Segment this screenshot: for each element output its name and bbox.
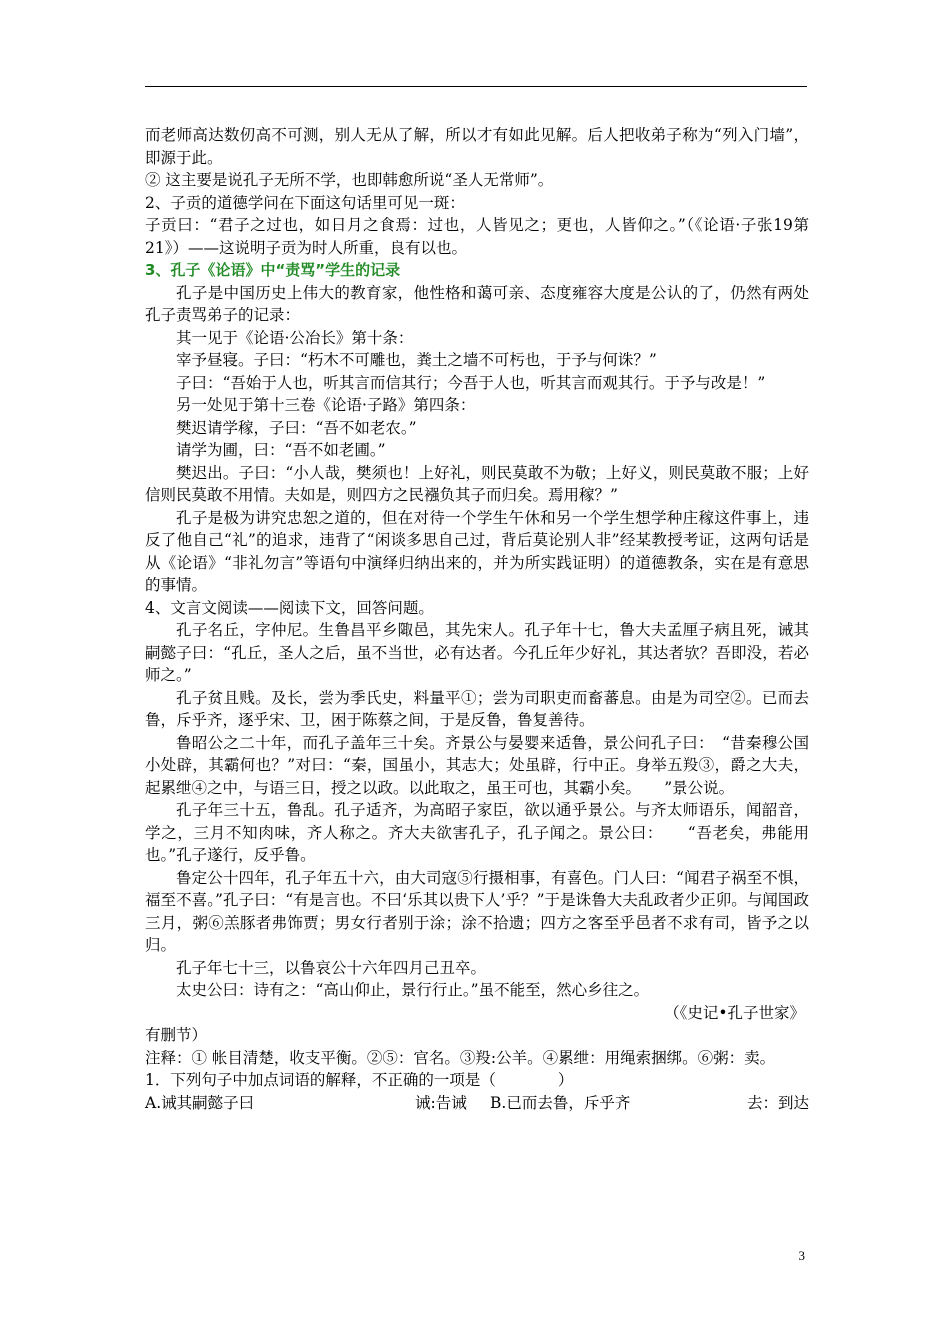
paragraph: 宰予昼寝。子曰：“朽木不可雕也，粪土之墙不可杇也，于予与何诛？”	[176, 351, 657, 369]
question: 1．下列句子中加点词语的解释，不正确的一项是（ ）	[145, 1071, 574, 1089]
paragraph: 孔子是中国历史上伟大的教育家，他性格和蔼可亲、态度雍容大度是公认的了，仍然有两处孔子责骂弟子的记录：	[145, 283, 809, 324]
paragraph: 2、子贡的道德学问在下面这句话里可见一斑：	[145, 193, 465, 212]
paragraph: 而老师高达数仞高不可测，别人无从了解，所以才有如此见解。后人把收弟子称为“列入门墙”，即源于此。	[145, 126, 809, 167]
paragraph: 另一处见于第十三卷《论语·子路》第四条：	[176, 396, 476, 414]
header-rule	[145, 86, 807, 87]
paragraph: 孔子是极为讲究忠恕之道的，但在对待一个学生午休和另一个学生想学种庄稼这件事上，违反了他自己“礼”的追求，违背了“闲谈多思自己过，背后莫论别人非”经某教授考证，这两句话是从《论语》“非礼勿言”等语句中演绎归纳出来的，并为所实践证明）的道德教条，实在是有意思的事情。	[145, 508, 809, 594]
option-b: B.已而去鲁，斥乎齐	[490, 1093, 631, 1112]
section-heading: 3、孔子《论语》中“责骂”学生的记录	[145, 261, 401, 279]
paragraph: 鲁定公十四年，孔子年五十六，由大司寇⑤行摄相事，有喜色。门人曰：“闻君子祸至不惧，福至不喜。”孔子曰：“有是言也。不曰‘乐其以贵下人’乎？”于是诛鲁大夫乱政者少正卯。与闻国政三月，粥⑥羔豚者弗饰贾；男女行者别于涂；涂不拾遗；四方之客至乎邑者不求有司，皆予之以归。	[145, 868, 809, 954]
document-body	[145, 124, 809, 1114]
option-b-gloss: 去：到达	[746, 1093, 809, 1112]
section-heading: 4、文言文阅读——阅读下文，回答问题。	[145, 598, 434, 617]
paragraph: 孔子年三十五，鲁乱。孔子适齐，为高昭子家臣，欲以通乎景公。与齐太师语乐，闻韶音，学之，三月不知肉味，齐人称之。齐大夫欲害孔子，孔子闻之。景公曰： “吾老矣，弗能用也。”孔子遂行，反乎鲁。	[145, 801, 809, 864]
paragraph: 孔子贫且贱。及长，尝为季氏史，料量平①；尝为司职吏而畜蕃息。由是为司空②。已而去鲁，斥乎齐，逐乎宋、卫，困于陈蔡之间，于是反鲁，鲁复善待。	[145, 688, 809, 729]
page-number: 3	[798, 1248, 805, 1263]
source-citation: （《史记•孔子世家》	[664, 1003, 805, 1022]
paragraph: ② 这主要是说孔子无所不学，也即韩愈所说“圣人无常师”。	[145, 171, 554, 189]
paragraph: 子贡曰：“君子之过也，如日月之食焉：过也，人皆见之；更也，人皆仰之。”（《论语·子张19第21》）——这说明子贡为时人所重，良有以也。	[145, 216, 809, 257]
paragraph: 孔子年七十三，以鲁哀公十六年四月己丑卒。	[176, 958, 487, 977]
paragraph: 孔子名丘，字仲尼。生鲁昌平乡陬邑，其先宋人。孔子年十七，鲁大夫孟厘子病且死，诫其嗣懿子曰：“孔丘，圣人之后，虽不当世，必有达者。今孔丘年少好礼，其达者欤？吾即没，若必师之。”	[145, 621, 809, 684]
source-citation-cont: 有删节）	[145, 1026, 208, 1044]
annotation-notes: 注释：① 帐目清楚，收支平衡。②⑤：官名。③羖:公羊。④累绁：用绳索捆绑。⑥粥：卖。	[145, 1048, 776, 1067]
paragraph: 其一见于《论语·公冶长》第十条：	[176, 328, 414, 347]
paragraph: 鲁昭公之二十年，而孔子盖年三十矣。齐景公与晏婴来适鲁，景公问孔子曰： “昔秦穆公国小处辟，其霸何也？”对曰：“秦，国虽小，其志大；处虽辟，行中正。身举五羖③，爵之大夫，起累绁④之中，与语三日，授之以政。以此取之，虽王可也，其霸小矣。 ”景公说。	[145, 733, 809, 797]
question-options	[145, 1092, 809, 1115]
paragraph: 请学为圃，曰：“吾不如老圃。”	[176, 441, 386, 459]
paragraph: 樊迟请学稼，子曰：“吾不如老农。”	[176, 418, 417, 437]
paragraph: 樊迟出。子曰：“小人哉，樊须也！上好礼，则民莫敢不为敬；上好义，则民莫敢不服；上好信则民莫敢不用情。夫如是，则四方之民襁负其子而归矣。焉用稼？”	[145, 463, 809, 504]
paragraph: 子曰：“吾始于人也，听其言而信其行；今吾于人也，听其言而观其行。于予与改是！”	[176, 373, 766, 392]
option-a: A.诫其嗣懿子曰	[145, 1093, 255, 1112]
option-a-gloss: 诫:告诫	[415, 1093, 467, 1112]
paragraph: 太史公曰：诗有之：“高山仰止，景行行止。”虽不能至，然心乡往之。	[176, 981, 650, 999]
